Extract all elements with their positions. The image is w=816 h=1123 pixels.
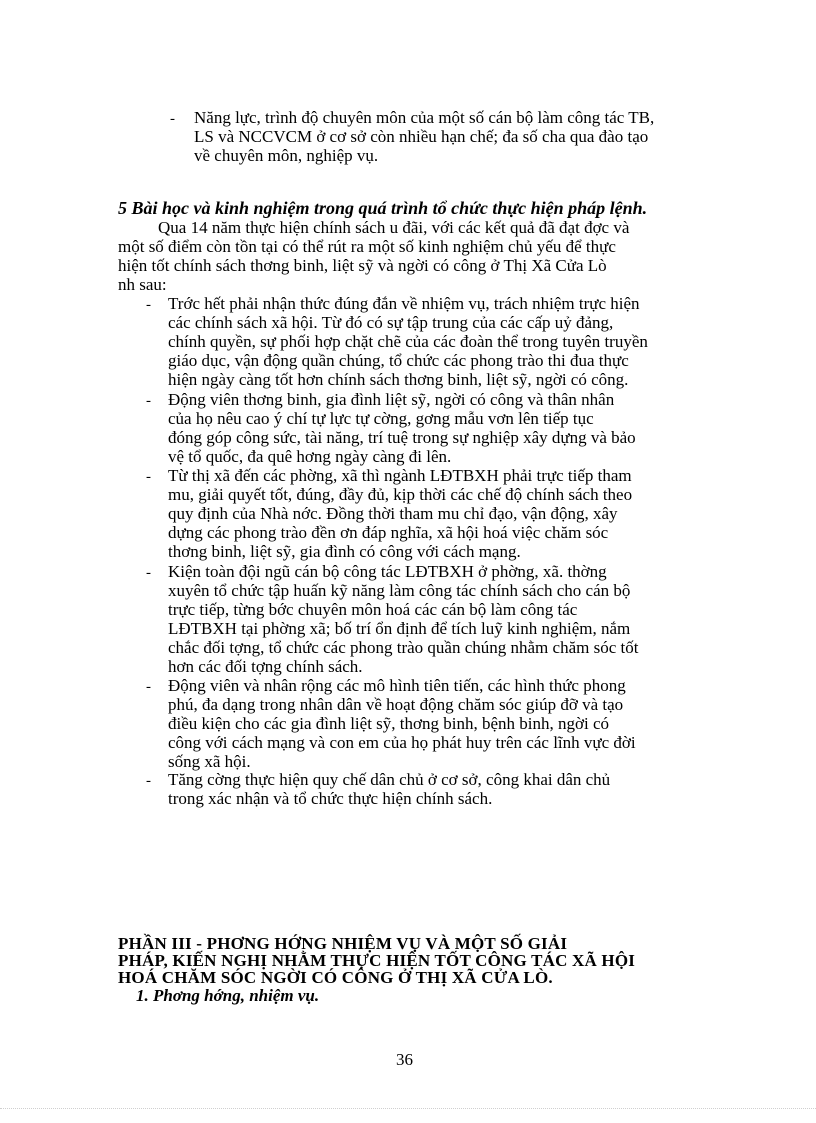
bullet-item — [168, 294, 648, 389]
heading-line: PHÁP, KIẾN NGHỊ NHẰM THỰC HIỆN TỐT CÔNG TÁC XÃ HỘI — [118, 951, 636, 970]
part-heading — [118, 935, 635, 986]
heading-line: HOÁ CHĂM SÓC NGỜI CÓ CÔNG Ở THỊ XÃ CỬA LÒ. — [118, 968, 553, 987]
text-line: công với cách mạng và con em của họ phát huy trên các lĩnh vực đời — [168, 733, 636, 752]
text-line: một số điểm còn tồn tại có thể rút ra một số kinh nghiệm chủ yếu để thực — [118, 237, 616, 256]
text-line: chắc đối tợng, tổ chức các phong trào quần chúng nhằm chăm sóc tốt — [168, 638, 639, 657]
heading-line: PHẦN III - PHƠNG HỚNG NHIỆM VỤ VÀ MỘT SỐ GIẢI — [118, 934, 568, 953]
text-line: điều kiện cho các gia đình liệt sỹ, thơng binh, bệnh binh, ngời có — [168, 714, 610, 733]
text-line: sống xã hội. — [168, 752, 251, 771]
bullet-item — [168, 390, 636, 466]
text-line: thơng binh, liệt sỹ, gia đình có công với cách mạng. — [168, 542, 521, 561]
page-number: 36 — [396, 1050, 413, 1069]
text-line: của họ nêu cao ý chí tự lực tự cờng, gơng mẫu vơn lên tiếp tục — [168, 409, 594, 428]
bullet-item — [168, 562, 638, 676]
bullet-marker: - — [170, 111, 175, 127]
text-line: Trớc hết phải nhận thức đúng đắn về nhiệm vụ, trách nhiệm trực hiện — [168, 294, 640, 313]
text-line: xuyên tổ chức tập huấn kỹ năng làm công tác chính sách cho cán bộ — [168, 581, 631, 600]
text-line: chính quyền, sự phối hợp chặt chẽ của các đoàn thể trong tuyên truyền — [168, 332, 648, 351]
text-line: hiện ngày càng tốt hơn chính sách thơng binh, liệt sỹ, ngời có công. — [168, 370, 629, 389]
text-line: Động viên thơng binh, gia đình liệt sỹ, ngời có công và thân nhân — [168, 390, 615, 409]
text-line: vệ tổ quốc, đa quê hơng ngày càng đi lên. — [168, 447, 452, 466]
text-line: giáo dục, vận động quần chúng, tổ chức các phong trào thi đua thực — [168, 351, 629, 370]
bullet-item — [168, 770, 610, 808]
text-line: hơn các đối tợng chính sách. — [168, 657, 363, 676]
bullet-marker: - — [146, 469, 151, 485]
text-line: hiện tốt chính sách thơng binh, liệt sỹ và ngời có công ở Thị Xã Cửa Lò — [118, 256, 607, 275]
text-line: LS và NCCVCM ở cơ sở còn nhiều hạn chế; đa số cha qua đào tạo — [194, 127, 649, 146]
text-line: LĐTBXH tại phờng xã; bố trí ổn định để tích luỹ kinh nghiệm, nắm — [168, 619, 631, 638]
bullet-marker: - — [146, 679, 151, 695]
top-bullet-text — [194, 108, 654, 165]
text-line: Năng lực, trình độ chuyên môn của một số cán bộ làm công tác TB, — [194, 108, 655, 127]
section-heading: 5 Bài học và kinh nghiệm trong quá trình tổ chức thực hiện pháp lệnh. — [118, 198, 648, 218]
text-line: mu, giải quyết tốt, đúng, đầy đủ, kịp thời các chế độ chính sách theo — [168, 485, 633, 504]
text-line: đóng góp công sức, tài năng, trí tuệ trong sự nghiệp xây dựng và bảo — [168, 428, 636, 447]
bullet-item — [168, 466, 632, 561]
bullet-marker: - — [146, 297, 151, 313]
subsection-heading: 1. Phơng hớng, nhiệm vụ. — [136, 986, 320, 1005]
text-line: Kiện toàn đội ngũ cán bộ công tác LĐTBXH ở phờng, xã. thờng — [168, 562, 607, 581]
text-line: nh sau: — [118, 275, 167, 294]
text-line: trực tiếp, từng bớc chuyên môn hoá các cán bộ làm công tác — [168, 600, 578, 619]
intro-paragraph — [118, 218, 629, 294]
text-line: trong xác nhận và tổ chức thực hiện chính sách. — [168, 789, 493, 808]
text-line: Động viên và nhân rộng các mô hình tiên tiến, các hình thức phong — [168, 676, 626, 695]
text-line: về chuyên môn, nghiệp vụ. — [194, 146, 379, 165]
bullet-marker: - — [146, 773, 151, 789]
text-line: dựng các phong trào đền ơn đáp nghĩa, xã hội hoá việc chăm sóc — [168, 523, 609, 542]
text-line: Từ thị xã đến các phờng, xã thì ngành LĐTBXH phải trực tiếp tham — [168, 466, 632, 485]
text-line: Tăng cờng thực hiện quy chế dân chủ ở cơ sở, công khai dân chủ — [168, 770, 611, 789]
text-line: các chính sách xã hội. Từ đó có sự tập trung của các cấp uỷ đảng, — [168, 313, 614, 332]
text-line: Qua 14 năm thực hiện chính sách u đãi, với các kết quả đã đạt đợc và — [158, 218, 630, 237]
bullet-marker: - — [146, 393, 151, 409]
bullet-marker: - — [146, 565, 151, 581]
bullet-item — [168, 676, 636, 771]
text-line: quy định của Nhà nớc. Đồng thời tham mu chỉ đạo, vận động, xây — [168, 504, 618, 523]
page-break-divider — [0, 1108, 816, 1109]
text-line: phú, đa dạng trong nhân dân về hoạt động chăm sóc giúp đỡ và tạo — [168, 695, 624, 714]
